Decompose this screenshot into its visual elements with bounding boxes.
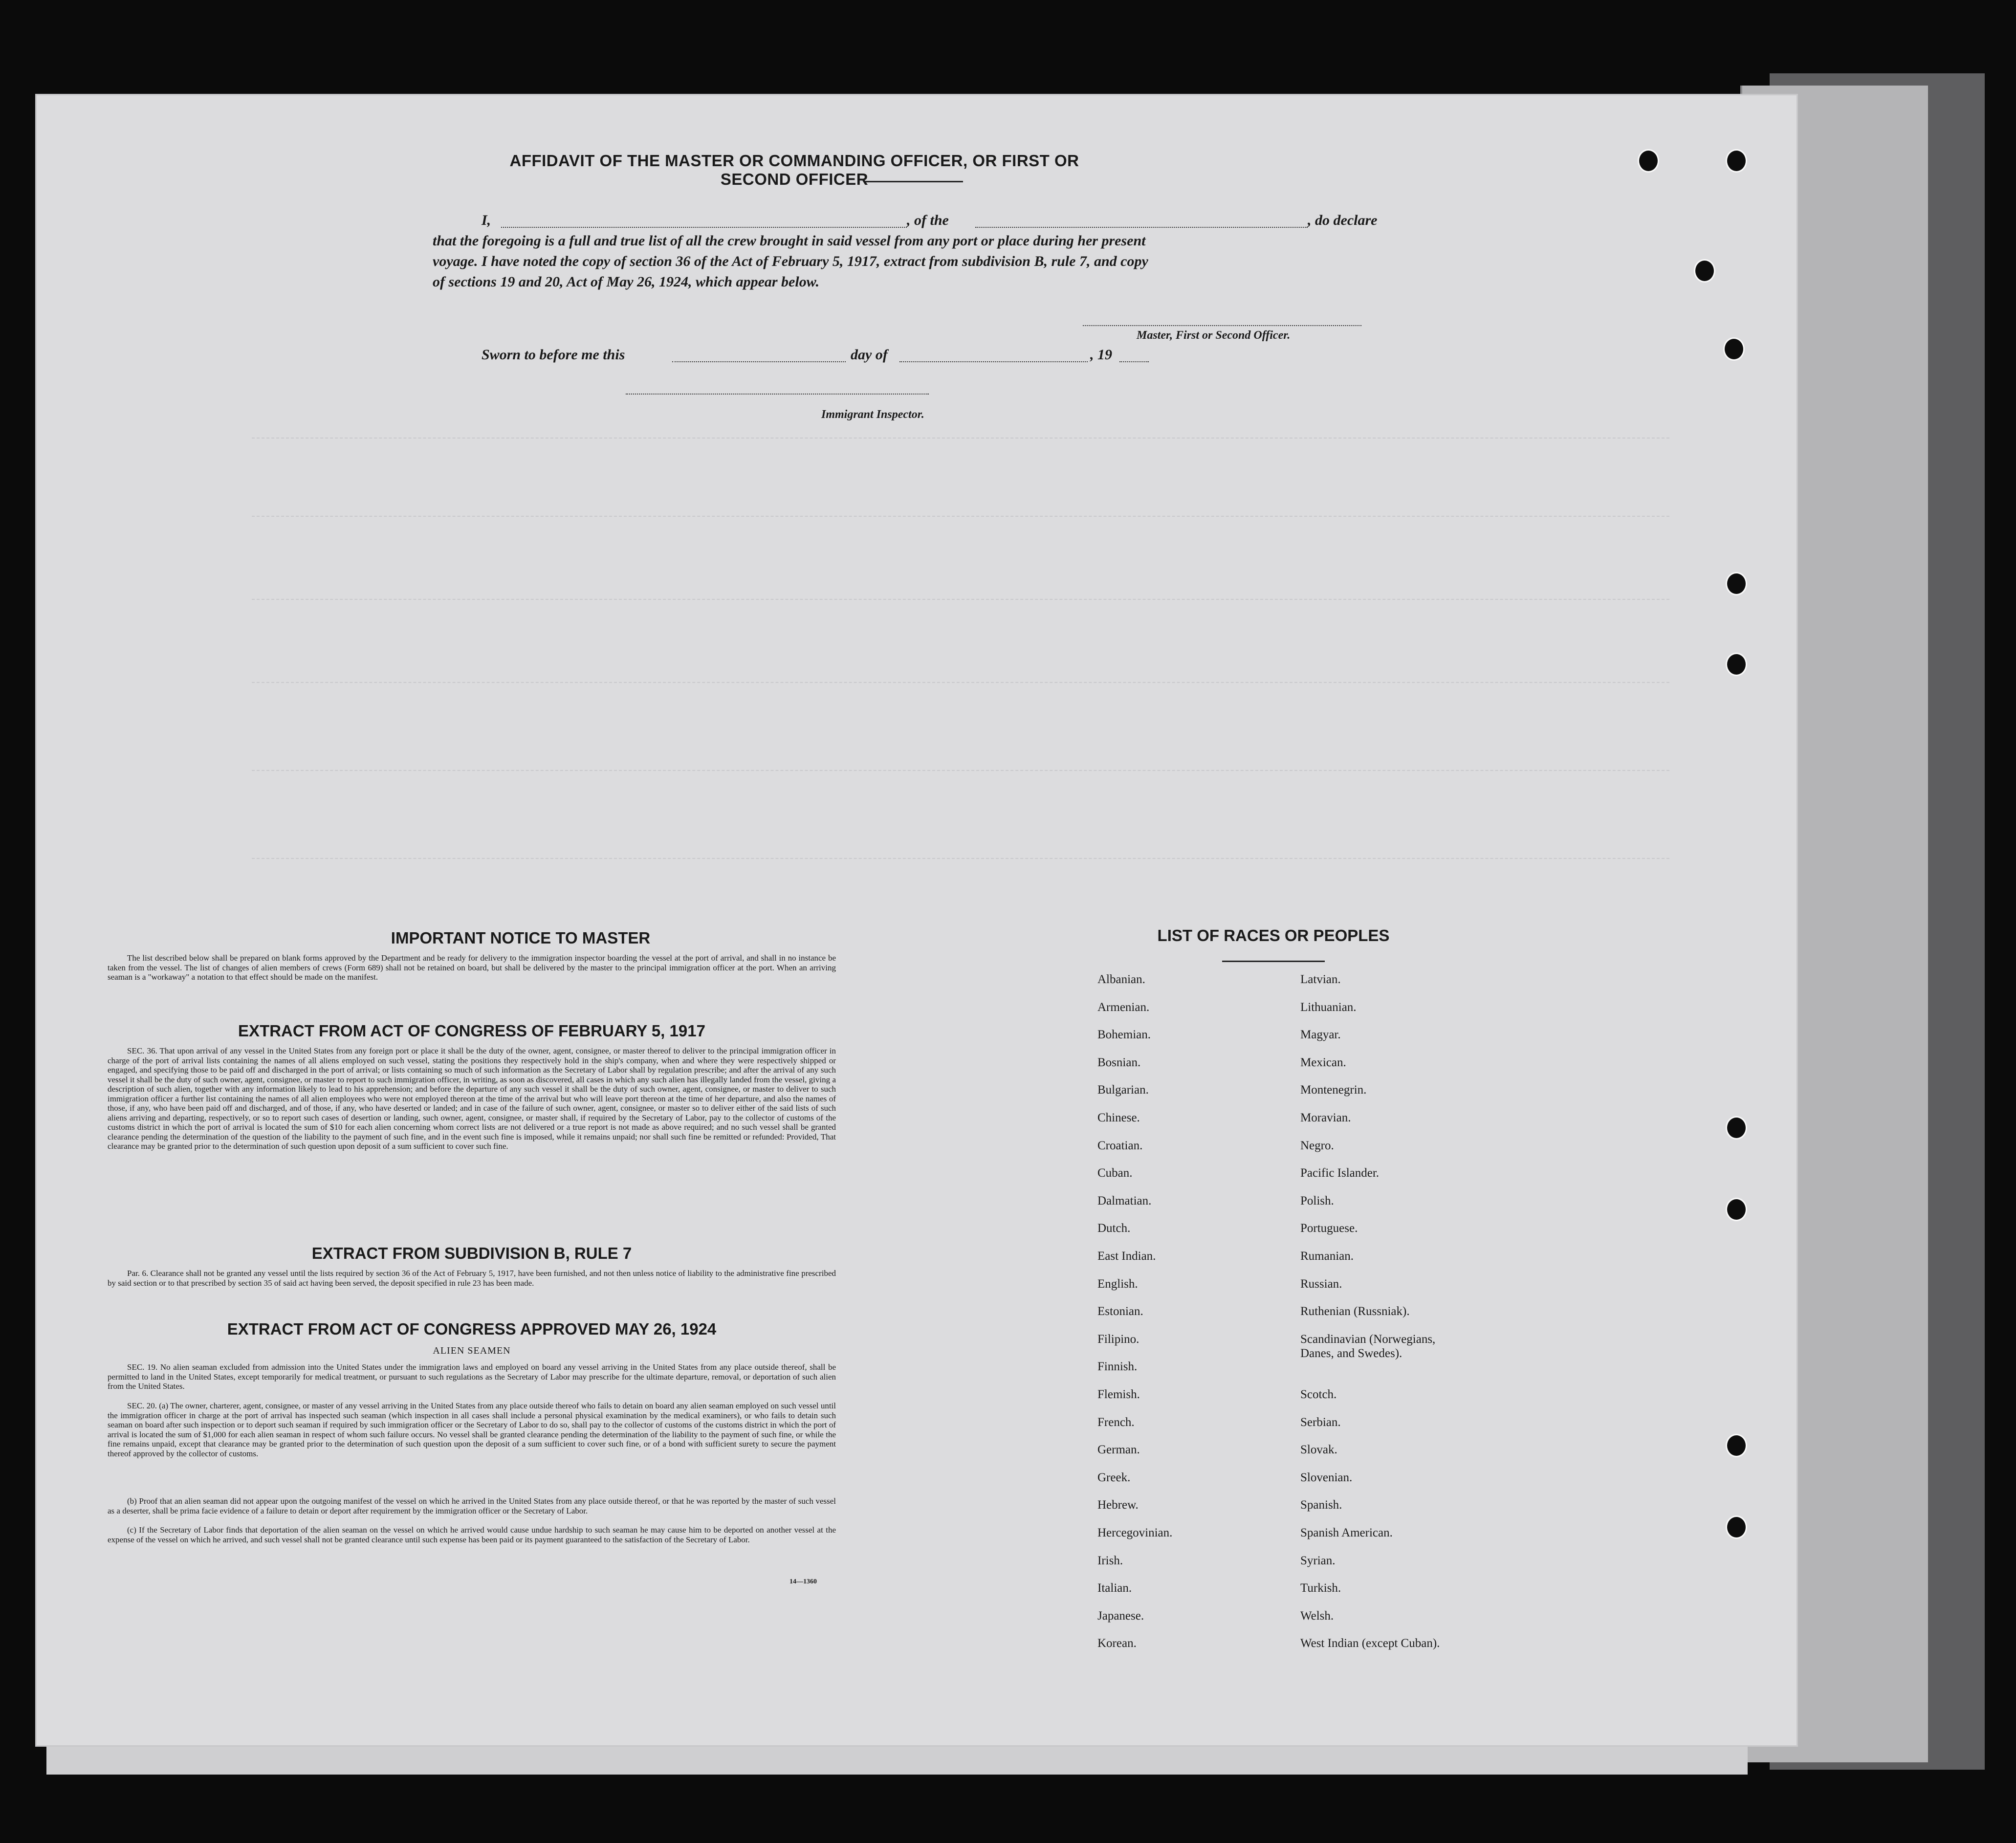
race-item: German. [1097,1443,1140,1457]
race-item: West Indian (except Cuban). [1300,1637,1440,1650]
master-signature-blank[interactable] [1083,325,1361,326]
race-item: Montenegrin. [1300,1083,1367,1097]
race-item: Korean. [1097,1637,1137,1650]
race-item: Ruthenian (Russniak). [1300,1305,1410,1318]
race-item: East Indian. [1097,1250,1156,1263]
affidavit-of-the: , of the [907,212,949,228]
race-item: Mexican. [1300,1055,1346,1069]
race-item: Turkish. [1300,1581,1341,1595]
race-item: Portuguese. [1300,1222,1358,1235]
extract-1917-title: EXTRACT FROM ACT OF CONGRESS OF FEBRUARY 5, 1917 [238,1022,705,1040]
race-item: Magyar. [1300,1028,1341,1042]
race-item: Greek. [1097,1470,1131,1484]
race-item: Dutch. [1097,1222,1131,1235]
punch-hole [1726,1198,1747,1221]
master-caption: Master, First or Second Officer. [1137,329,1291,342]
extract-1924-sec19: SEC. 19. No alien seaman excluded from admission into the United States under the immigration laws and employed on board any vessel arriving in the United States from any place outside thereof, shall be permitted to land in the United States, except temporarily for medical treatment, or pursuant to such regulations as the Secretary of Labor may prescribe for the ultimate departure, removal, or deportation of such alien from the United States. [108,1362,836,1391]
race-item: Scandinavian (Norwegians, [1300,1332,1436,1346]
bleed-through-area [252,438,1767,975]
punch-hole [1726,149,1747,173]
race-item: Dalmatian. [1097,1194,1152,1207]
race-item: Serbian. [1300,1415,1341,1429]
race-item: Russian. [1300,1277,1342,1291]
race-item: Welsh. [1300,1609,1334,1623]
race-item: Moravian. [1300,1111,1351,1124]
sworn-day-blank[interactable] [672,361,846,362]
race-item: Hercegovinian. [1097,1526,1173,1539]
inspector-signature-blank[interactable] [626,394,929,395]
sworn-year-blank[interactable] [1119,361,1149,362]
document-page [37,95,1797,1745]
notice-text: The list described below shall be prepared on blank forms approved by the Department and be ready for delivery to the immigration inspector boarding the vessel at the port of arrival, and shall in no instance be taken from the vessel. The list of changes of alien members of crews (Form 689) shall not be retained on board, but shall be delivered by the master to the principal immigration officer at the port. When an arriving seaman is a "workaway" a notation to that effect should be made on the manifest. [108,953,836,982]
race-item: Japanese. [1097,1609,1144,1623]
inspector-caption: Immigrant Inspector. [821,408,924,421]
affidavit-name-blank[interactable] [501,227,907,228]
race-item: Slovak. [1300,1443,1337,1457]
race-item: Irish. [1097,1554,1123,1567]
extract-1924-sec20b: (b) Proof that an alien seaman did not appear upon the outgoing manifest of the vessel on which he arrived in the United States from any place outside thereof, or that he was reported by the master of such vessel as a deserter, shall be prima facie evidence of a failure to detain or deport after requirement by the immigration officer or the Secretary of Labor. [108,1496,836,1515]
race-item: English. [1097,1277,1138,1291]
race-item: Hebrew. [1097,1498,1139,1512]
punch-hole [1638,149,1659,173]
race-item: Polish. [1300,1194,1334,1207]
race-item: Bosnian. [1097,1055,1141,1069]
race-item: Finnish. [1097,1360,1138,1374]
affidavit-line-3: voyage. I have noted the copy of section 36 of the Act of February 5, 1917, extract from subdivision B, rule 7, and copy [433,253,1148,269]
punch-hole [1726,572,1747,595]
race-item: Italian. [1097,1581,1132,1595]
race-item: Armenian. [1097,1000,1150,1014]
race-item: Albanian. [1097,973,1145,986]
sworn-day-of: day of [851,347,888,363]
race-item: Lithuanian. [1300,1000,1357,1014]
race-item: Bohemian. [1097,1028,1151,1042]
sworn-year: , 19 [1090,347,1112,363]
race-item: Scotch. [1300,1388,1337,1401]
affidavit-vessel-blank[interactable] [975,227,1308,228]
race-item: Syrian. [1300,1554,1336,1567]
race-scandinavian-continued: Danes, and Swedes). [1300,1347,1402,1360]
affidavit-line-1 [482,210,1435,231]
notice-title: IMPORTANT NOTICE TO MASTER [391,929,651,947]
race-item: Filipino. [1097,1332,1139,1346]
race-item: Chinese. [1097,1111,1140,1124]
race-item: Negro. [1300,1139,1334,1152]
affidavit-i: I, [482,212,491,228]
race-item: Slovenian. [1300,1470,1353,1484]
races-title-rule [1222,961,1325,962]
punch-hole [1723,337,1745,361]
race-item: Spanish. [1300,1498,1342,1512]
extract-rule7-title: EXTRACT FROM SUBDIVISION B, RULE 7 [311,1244,632,1262]
sworn-text: Sworn to before me this [482,347,625,363]
sworn-month-blank[interactable] [899,361,1088,362]
extract-1917-text: SEC. 36. That upon arrival of any vessel in the United States from any foreign port or place it shall be the duty of the owner, agent, consignee, or master thereof to deliver to the principal immigration officer in charge of the port of arrival lists containing the names of all aliens employed on such vessel, stating the positions they respectively hold in the ship's company, when and where they were respectively shipped or engaged, and specifying those to be paid off and discharged in the port of arrival; or lists containing so much of such information as the Secretary of Labor shall by regulation prescribe; and after the arrival of any such vessel it shall be the duty of such owner, agent, consignee, or master to report to such immigration officer, in writing, as soon as discovered, all cases in which any such alien has illegally landed from the vessel, giving a description of such alien, together with any information likely to lead to his apprehension; and before the departure of any such vessel it shall be the duty of such owner, agent, consignee, or master to deliver to such immigration officer a further list containing the names of all alien employees who were not employed thereon at the time of the arrival but who will leave port thereon at the time of her departure, and also the names of those, if any, who have been paid off and discharged, and of those, if any, who have deserted or landed; and in case of the failure of such owner, agent, consignee, or master so to deliver either of the said lists of such aliens arriving and departing, respectively, or so to report such cases of desertion or landing, such owner, agent, consignee, or master shall, if required by the Secretary of Labor, pay to the collector of customs of the customs district in which the port of arrival is located the sum of $10 for each alien concerning whom correct lists are not delivered or a true report is not made as above required; and no such vessel shall be granted clearance pending the determination of the question of the liability to the payment of such fine, and in the event such fine is imposed, while it remains unpaid; nor shall such fine be remitted or refunded: Provided, That clearance may be granted prior to the determination of such question upon deposit of a sum sufficient to cover such fine. [108,1046,836,1151]
punch-hole [1726,1116,1747,1140]
races-title: LIST OF RACES OR PEOPLES [1157,926,1390,944]
affidavit-title-rule [865,181,963,182]
extract-1924-sec20a: SEC. 20. (a) The owner, charterer, agent, consignee, or master of any vessel arriving in the United States from any place outside thereof who fails to detain on board any alien seaman employed on such vessel until the immigration officer in charge at the port of arrival has inspected such seaman (which inspection in all cases shall include a personal physical examination by the medical examiners), or who fails to detain such seaman on board after such inspection or to deport such seaman if required by such immigration officer or the Secretary of Labor to do so, shall pay to the collector of customs of the customs district in which the port of arrival is located the sum of $1,000 for each alien seaman in respect of whom such failure occurs. No vessel shall be granted clearance pending the determination of the liability to the payment of such fine, or while the fine remains unpaid, except that clearance may be granted prior to the determination of such question upon the deposit of a sum sufficient to cover such fine, or of a bond with sufficient surety to secure the payment thereof approved by the collector of customs. [108,1401,836,1458]
punch-hole [1726,1434,1747,1457]
punch-hole [1694,259,1715,283]
race-item: Spanish American. [1300,1526,1393,1539]
race-item: Bulgarian. [1097,1083,1149,1097]
form-code: 14—1360 [789,1578,817,1585]
race-item: Croatian. [1097,1139,1143,1152]
race-item: Cuban. [1097,1166,1133,1180]
punch-hole [1726,1515,1747,1539]
affidavit-line-4: of sections 19 and 20, Act of May 26, 1924, which appear below. [433,274,820,290]
punch-hole [1726,653,1747,676]
extract-rule7-text: Par. 6. Clearance shall not be granted any vessel until the lists required by section 36 of the Act of February 5, 1917, have been furnished, and not then unless notice of liability to the administrative fine prescribed by said section or to that prescribed by section 35 of said act having been served, the deposit specified in rule 23 has been made. [108,1269,836,1288]
extract-1924-title: EXTRACT FROM ACT OF CONGRESS APPROVED MAY 26, 1924 [227,1320,717,1338]
affidavit-line-2: that the foregoing is a full and true list of all the crew brought in said vessel from any port or place during her present [433,233,1146,249]
affidavit-do-declare: , do declare [1308,212,1378,228]
race-item: Estonian. [1097,1305,1143,1318]
extract-1924-sec20c: (c) If the Secretary of Labor finds that deportation of the alien seaman on the vessel on which he arrived would cause undue hardship to such seaman he may cause him to be deported on another vessel at the expense of the vessel on which he arrived, and such vessel shall not be granted clearance until such expense has been paid or its payment guaranteed to the satisfaction of the Secretary of Labor. [108,1525,836,1544]
extract-1924-subtitle: ALIEN SEAMEN [433,1345,511,1356]
race-item: French. [1097,1415,1135,1429]
affidavit-title: AFFIDAVIT OF THE MASTER OR COMMANDING OFFICER, OR FIRST OR SECOND OFFICER [509,152,1079,188]
race-item: Rumanian. [1300,1250,1354,1263]
race-item: Pacific Islander. [1300,1166,1380,1180]
race-item: Flemish. [1097,1388,1140,1401]
sworn-line [482,345,1264,365]
race-item: Latvian. [1300,973,1341,986]
